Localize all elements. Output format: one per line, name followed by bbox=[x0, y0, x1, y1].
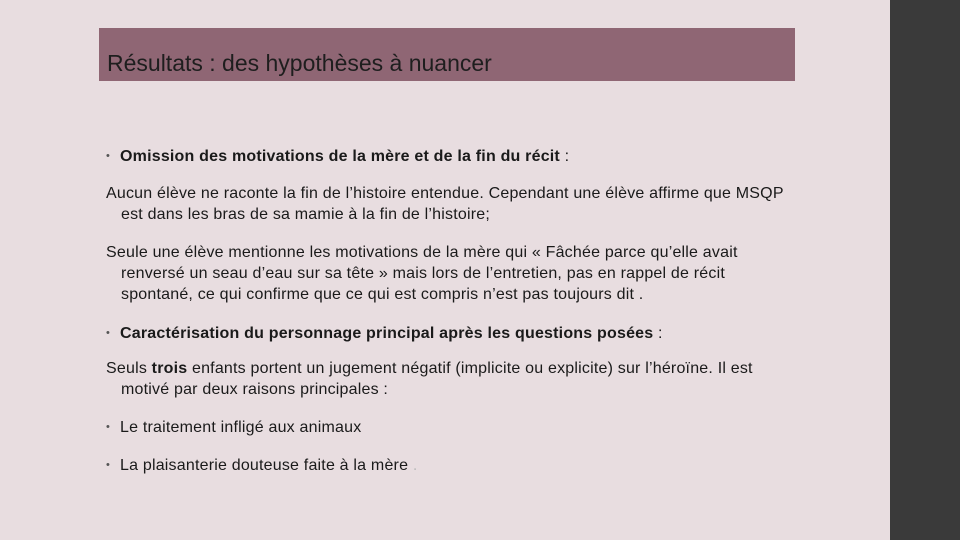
bullet-icon: • bbox=[106, 327, 111, 339]
bullet-item-omission bbox=[106, 146, 786, 167]
bullet-item-plaisanterie bbox=[106, 455, 786, 476]
bullet-heading: Omission des motivations de la mère et de la fin du récit bbox=[120, 148, 560, 165]
paragraph-bold: trois bbox=[151, 360, 188, 377]
slide-title: Résultats : des hypothèses à nuancer bbox=[107, 50, 492, 76]
paragraph-jugement bbox=[106, 358, 786, 400]
bullet-text: La plaisanterie douteuse faite à la mère bbox=[120, 457, 409, 474]
bullet-text: Le traitement infligé aux animaux bbox=[120, 419, 362, 436]
title-bar bbox=[99, 28, 795, 81]
bullet-icon: • bbox=[106, 421, 111, 433]
bullet-icon: • bbox=[106, 459, 111, 471]
paragraph-fin-histoire: Aucun élève ne raconte la fin de l’histoire entendue. Cependant une élève affirme que MSQP est dans les bras de sa mamie à la fin de l’histoire; bbox=[106, 185, 784, 223]
bullet-item-caracterisation bbox=[106, 323, 786, 344]
bullet-heading: Caractérisation du personnage principal après les questions posées bbox=[120, 325, 654, 342]
paragraph-rest: enfants portent un jugement négatif (implicite ou explicite) sur l’héroïne. Il est motivé par deux raisons principales : bbox=[121, 360, 753, 398]
bullet-suffix: : bbox=[559, 148, 570, 165]
bullet-icon: • bbox=[106, 150, 111, 162]
paragraph-prefix: Seuls bbox=[106, 360, 152, 377]
side-bar bbox=[890, 0, 960, 540]
bullet-trail: . bbox=[408, 457, 418, 474]
bullet-suffix: : bbox=[653, 325, 663, 342]
slide-content bbox=[106, 146, 786, 476]
bullet-item-animaux bbox=[106, 417, 786, 438]
paragraph-motivations-mere: Seule une élève mentionne les motivations de la mère qui « Fâchée parce qu’elle avait renversé un seau d’eau sur sa tête » mais lors de l’entretien, pas en rappel de récit spontané, ce qui confirme que ce qui est compris n’est pas toujours dit . bbox=[106, 244, 738, 303]
